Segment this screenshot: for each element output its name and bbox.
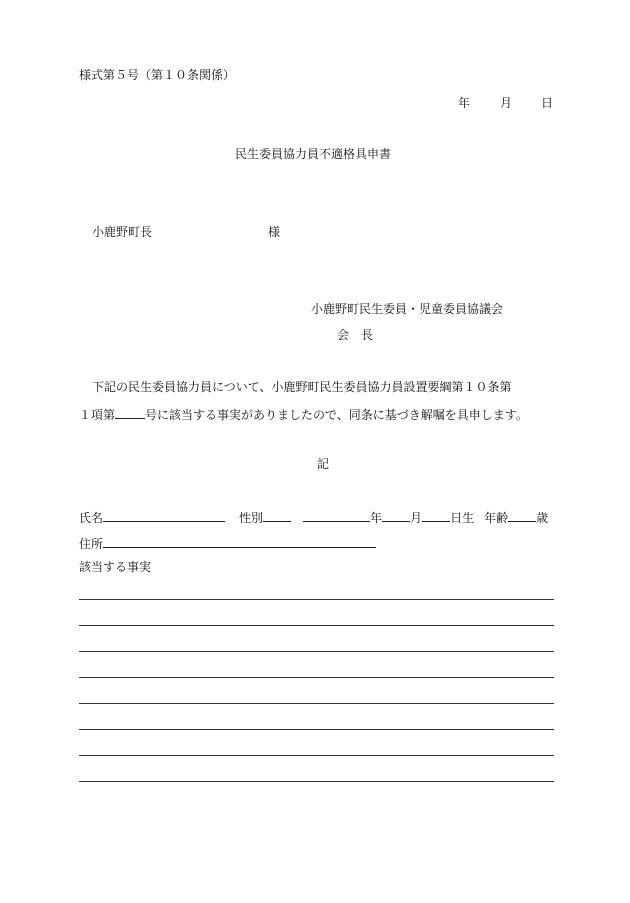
clause-number-blank[interactable] [115, 406, 145, 419]
name-blank[interactable] [103, 509, 225, 522]
address-label: 住所 [79, 537, 104, 551]
fact-line[interactable] [79, 703, 554, 704]
birth-month-label: 月 [410, 511, 423, 525]
form-number: 様式第５号（第１０条関係） [79, 68, 236, 82]
sex-label: 性別 [239, 511, 264, 525]
body-line-2 [79, 406, 528, 422]
age-unit-label: 歳 [536, 511, 549, 525]
fact-line[interactable] [79, 781, 554, 782]
document-title: 民生委員協力員不適格具申書 [235, 147, 392, 161]
age-label: 年齢 [484, 511, 509, 525]
address-blank[interactable] [103, 535, 376, 548]
birth-day-label: 日生 [450, 511, 475, 525]
ki-heading: 記 [317, 457, 330, 471]
fact-line[interactable] [79, 755, 554, 756]
body-line-2-suffix: 号に該当する事実がありましたので、同条に基づき解嘱を具申します。 [145, 408, 528, 422]
date-month-label: 月 [500, 96, 513, 110]
date-year-label: 年 [458, 96, 471, 110]
birth-day-blank[interactable] [422, 509, 450, 522]
fact-line[interactable] [79, 729, 554, 730]
fact-line[interactable] [79, 677, 554, 678]
facts-label: 該当する事実 [79, 560, 152, 574]
birth-year-label: 年 [370, 511, 383, 525]
addressee-name: 小鹿野町長 [92, 225, 153, 239]
fact-line[interactable] [79, 651, 554, 652]
birth-year-blank[interactable] [303, 509, 370, 522]
sender-organization: 小鹿野町民生委員・児童委員協議会 [311, 302, 504, 316]
sender-role: 会 長 [337, 328, 374, 342]
addressee-honorific: 様 [268, 225, 281, 239]
fields-row [79, 509, 548, 525]
fact-line[interactable] [79, 625, 554, 626]
body-line-1: 下記の民生委員協力員について、小鹿野町民生委員協力員設置要綱第１０条第 [92, 380, 512, 394]
birth-month-blank[interactable] [382, 509, 410, 522]
body-line-2-prefix: １項第 [79, 408, 116, 422]
date-day-label: 日 [541, 96, 554, 110]
fact-line[interactable] [79, 599, 554, 600]
name-label: 氏名 [79, 511, 104, 525]
sex-blank[interactable] [263, 509, 291, 522]
address-row [79, 535, 376, 551]
age-blank[interactable] [508, 509, 536, 522]
